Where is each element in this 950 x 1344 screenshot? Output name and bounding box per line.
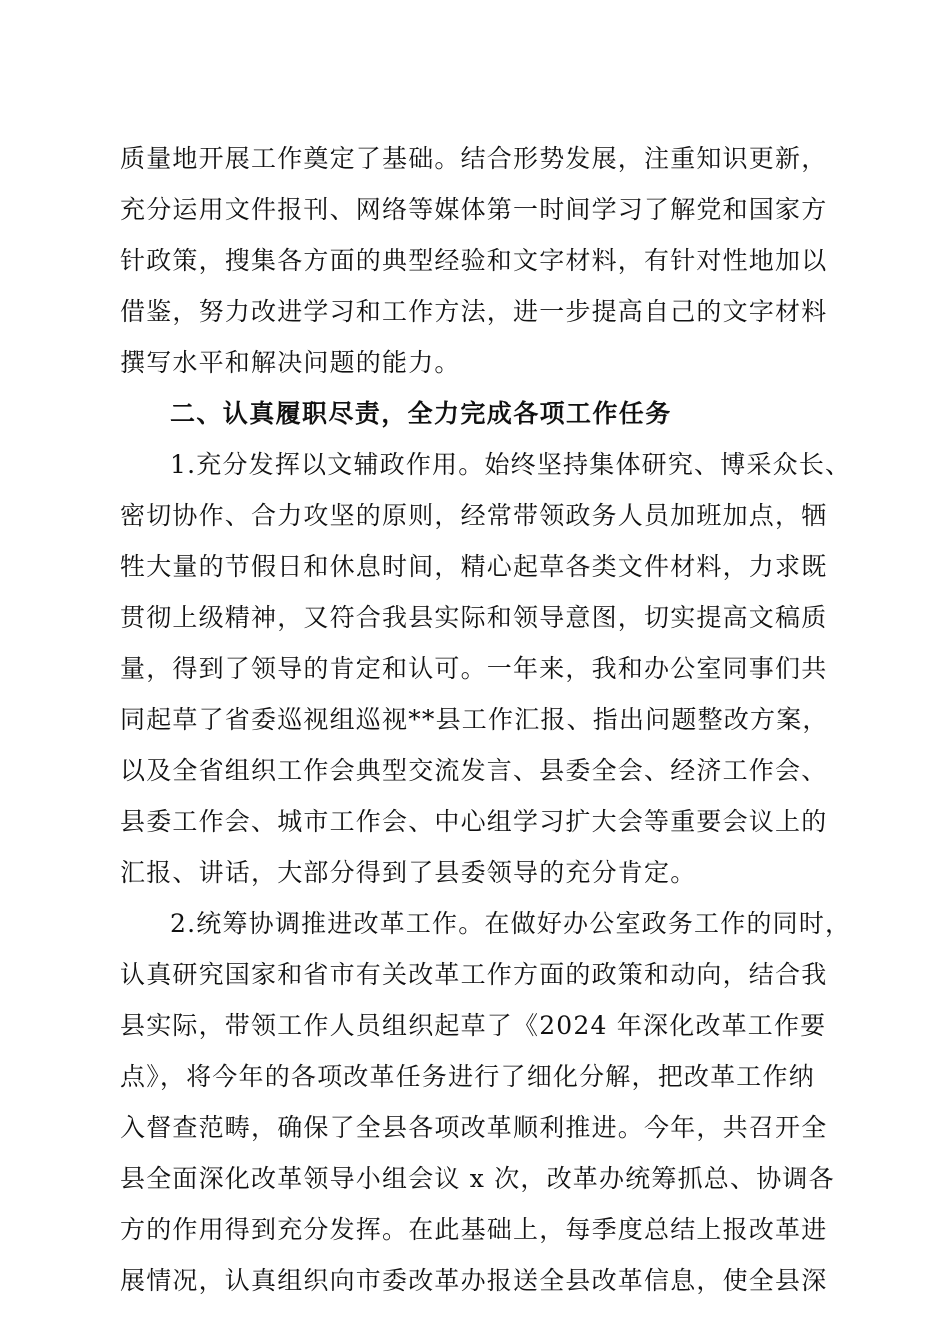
- paragraph-line: 充分运用文件报刊、网络等媒体第一时间学习了解党和国家方: [120, 195, 828, 224]
- paragraph-line: 借鉴，努力改进学习和工作方法，进一步提高自己的文字材料: [120, 297, 828, 326]
- paragraph-line: 质量地开展工作奠定了基础。结合形势发展，注重知识更新，: [120, 144, 828, 173]
- paragraph-line: 同起草了省委巡视组巡视**县工作汇报、指出问题整改方案，: [120, 705, 829, 734]
- paragraph-line: 方的作用得到充分发挥。在此基础上，每季度总结上报改革进: [120, 1215, 828, 1244]
- paragraph-line: 认真研究国家和省市有关改革工作方面的政策和动向，结合我: [120, 960, 828, 989]
- paragraph-line: 量，得到了领导的肯定和认可。一年来，我和办公室同事们共: [120, 654, 828, 683]
- paragraph-line: 牲大量的节假日和休息时间，精心起草各类文件材料，力求既: [120, 552, 828, 581]
- paragraph-line: 1.充分发挥以文辅政作用。始终坚持集体研究、博采众长、: [170, 450, 852, 479]
- section-heading: 二、认真履职尽责，全力完成各项工作任务: [170, 399, 672, 428]
- paragraph-line: 汇报、讲话，大部分得到了县委领导的充分肯定。: [120, 858, 697, 887]
- paragraph-line: 县全面深化改革领导小组会议 x 次，改革办统筹抓总、协调各: [120, 1164, 835, 1193]
- paragraph-line: 贯彻上级精神，又符合我县实际和领导意图，切实提高文稿质: [120, 603, 828, 632]
- paragraph-line: 点》，将今年的各项改革任务进行了细化分解，把改革工作纳: [120, 1062, 815, 1091]
- paragraph-line: 密切协作、合力攻坚的原则，经常带领政务人员加班加点，牺: [120, 501, 828, 530]
- paragraph-line: 展情况，认真组织向市委改革办报送全县改革信息，使全县深: [120, 1266, 828, 1295]
- paragraph-line: 针政策，搜集各方面的典型经验和文字材料，有针对性地加以: [120, 246, 828, 275]
- paragraph-line: 以及全省组织工作会典型交流发言、县委全会、经济工作会、: [120, 756, 828, 785]
- paragraph-line: 撰写水平和解决问题的能力。: [120, 348, 461, 377]
- paragraph-line: 入督查范畴，确保了全县各项改革顺利推进。今年，共召开全: [120, 1113, 828, 1142]
- paragraph-line: 县实际，带领工作人员组织起草了《2024 年深化改革工作要: [120, 1011, 827, 1040]
- paragraph-line: 2.统筹协调推进改革工作。在做好办公室政务工作的同时，: [170, 909, 852, 938]
- paragraph-line: 县委工作会、城市工作会、中心组学习扩大会等重要会议上的: [120, 807, 828, 836]
